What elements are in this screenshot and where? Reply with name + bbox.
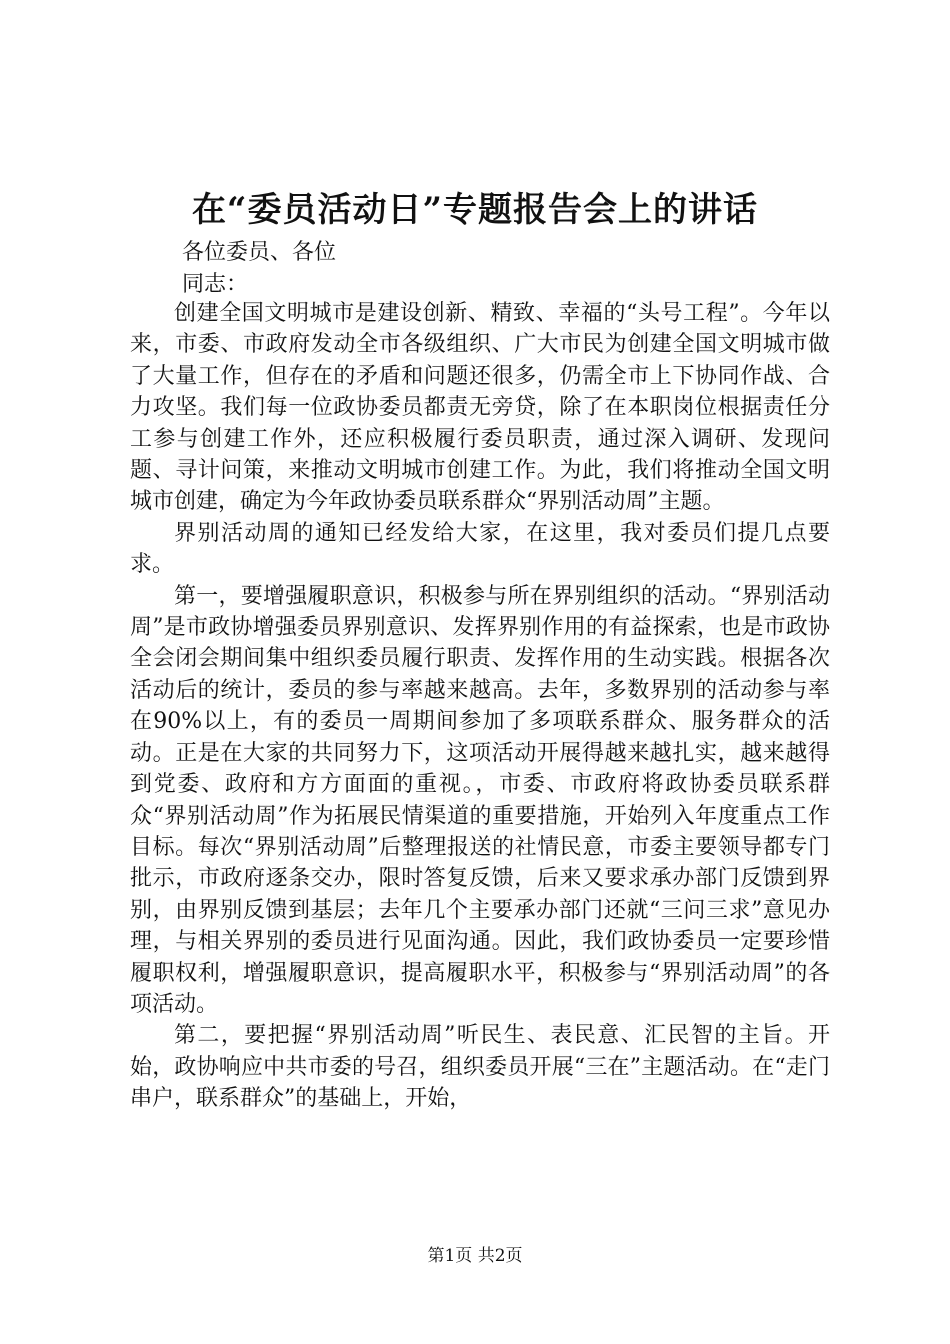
page-footer: 第1页 共2页	[427, 1246, 523, 1266]
paragraph-3: 第一，要增强履职意识，积极参与所在界别组织的活动。“界别活动周”是市政协增强委员界别意识、发挥界别作用的有益探索，也是市政协全会闭会期间集中组织委员履行职责、发挥作用的生动实践。根据各次活动后的统计，委员的参与率越来越高。去年，多数界别的活动参与率在90%以上，有的委员一周期间参加了多项联系群众、服务群众的活动。正是在大家的共同努力下，这项活动开展得越来越扎实，越来越得到党委、政府和方方面面的重视。，市委、市政府将政协委员联系群众“界别活动周”作为拓展民情渠道的重要措施，开始列入年度重点工作目标。每次“界别活动周”后整理报送的社情民意，市委主要领导都专门批示，市政府逐条交办，限时答复反馈，后来又要求承办部门反馈到界别，由界别反馈到基层；去年几个主要承办部门还就“三问三求”意见办理，与相关界别的委员进行见面沟通。因此，我们政协委员一定要珍惜履职权利，增强履职意识，提高履职水平，积极参与“界别活动周”的各项活动。	[130, 583, 830, 1017]
salutation-line-1: 各位委员、各位	[182, 240, 337, 265]
paragraph-1: 创建全国文明城市是建设创新、精致、幸福的“头号工程”。今年以来，市委、市政府发动全市各级组织、广大市民为创建全国文明城市做了大量工作，但存在的矛盾和问题还很多，仍需全市上下协同作战、合力攻坚。我们每一位政协委员都责无旁贷，除了在本职岗位根据责任分工参与创建工作外，还应积极履行委员职责，通过深入调研、发现问题、寻计问策，来推动文明城市创建工作。为此，我们将推动全国文明城市创建，确定为今年政协委员联系群众“界别活动周”主题。	[130, 301, 830, 515]
document-title: 在“委员活动日”专题报告会上的讲话	[191, 190, 759, 230]
paragraph-4: 第二，要把握“界别活动周”听民生、表民意、汇民智的主旨。开始，政协响应中共市委的号召，组织委员开展“三在”主题活动。在“走门串户，联系群众”的基础上，开始，	[130, 1023, 830, 1112]
document-body	[130, 298, 830, 1115]
paragraph-2: 界别活动周的通知已经发给大家，在这里，我对委员们提几点要求。	[130, 520, 830, 578]
salutation-line-2: 同志：	[182, 272, 249, 297]
